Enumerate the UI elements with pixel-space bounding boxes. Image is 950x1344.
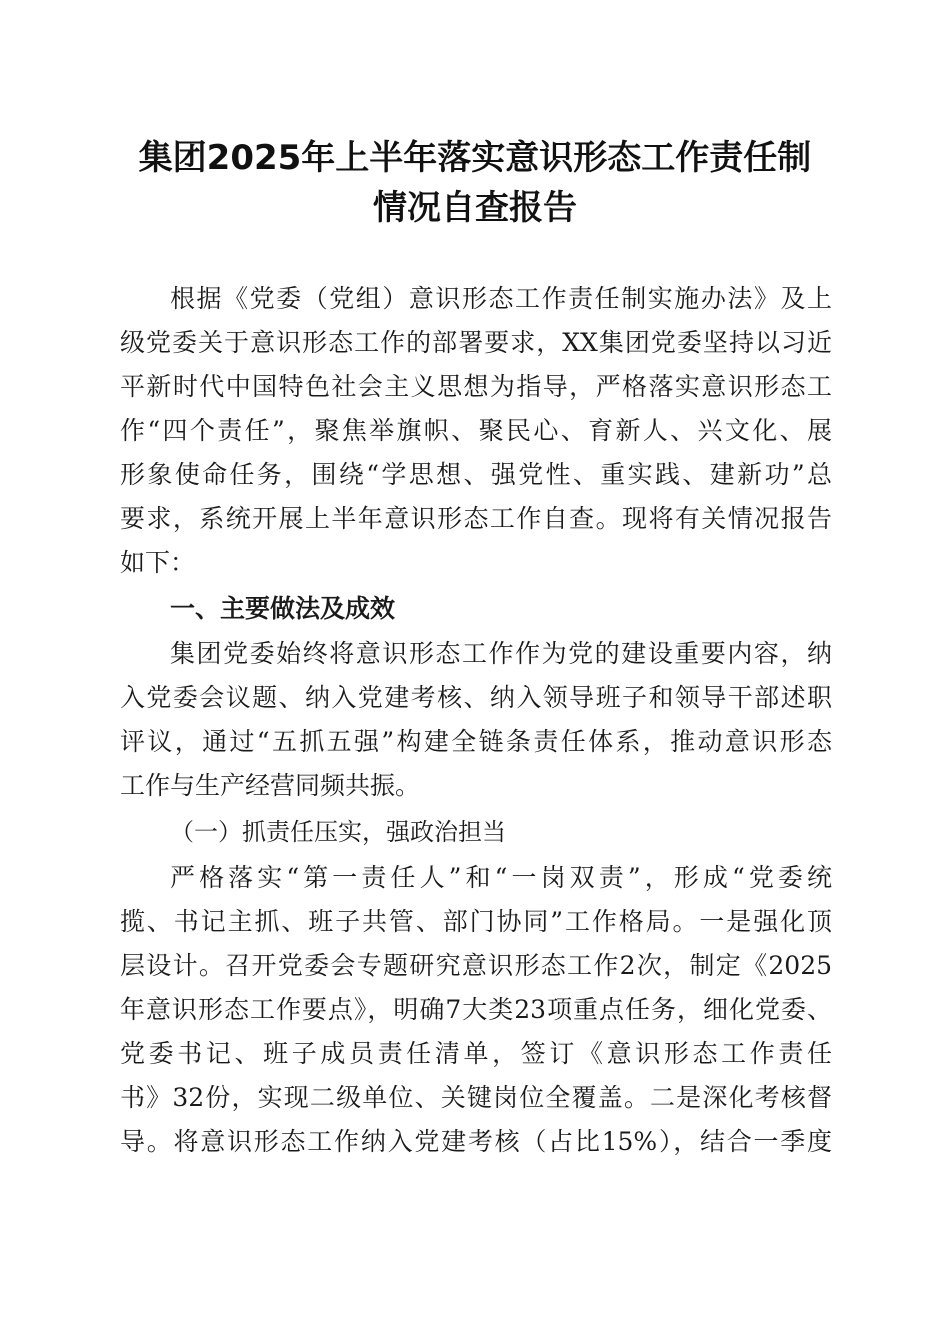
document-title-line-1: 集团2025年上半年落实意识形态工作责任制 xyxy=(138,138,812,178)
intro-line: 要求，系统开展上半年意识形态工作自查。现将有关情况报告 xyxy=(120,504,832,533)
intro-line: 作“四个责任”，聚焦举旗帜、聚民心、育新人、兴文化、展 xyxy=(120,416,832,445)
section-heading: 一、主要做法及成效 xyxy=(170,594,396,623)
subsection-paragraph-line: 层设计。召开党委会专题研究意识形态工作2次，制定《2025 xyxy=(120,951,832,980)
intro-line: 形象使命任务，围绕“学思想、强党性、重实践、建新功”总 xyxy=(120,460,832,489)
subsection-paragraph-line: 揽、书记主抓、班子共管、部门协同”工作格局。一是强化顶 xyxy=(120,907,832,936)
intro-line: 如下： xyxy=(120,548,196,577)
subsection-paragraph-line: 导。将意识形态工作纳入党建考核（占比15%），结合一季度 xyxy=(120,1127,832,1156)
intro-line: 根据《党委（党组）意识形态工作责任制实施办法》及上 xyxy=(170,284,832,313)
document-title-line-2: 情况自查报告 xyxy=(373,188,577,228)
subsection-paragraph-line: 严格落实“第一责任人”和“一岗双责”，形成“党委统 xyxy=(170,863,832,892)
section-paragraph-line: 评议，通过“五抓五强”构建全链条责任体系，推动意识形态 xyxy=(120,727,832,756)
subsection-paragraph-line: 年意识形态工作要点》，明确7大类23项重点任务，细化党委、 xyxy=(120,995,832,1024)
subsection-paragraph-line: 党委书记、班子成员责任清单，签订《意识形态工作责任 xyxy=(120,1039,832,1068)
subsection-paragraph-line: 书》32份，实现二级单位、关键岗位全覆盖。二是深化考核督 xyxy=(120,1083,832,1112)
intro-line: 平新时代中国特色社会主义思想为指导，严格落实意识形态工 xyxy=(120,372,832,401)
intro-line: 级党委关于意识形态工作的部署要求，XX集团党委坚持以习近 xyxy=(120,328,832,357)
section-paragraph-line: 入党委会议题、纳入党建考核、纳入领导班子和领导干部述职 xyxy=(120,683,832,712)
section-paragraph-line: 集团党委始终将意识形态工作作为党的建设重要内容，纳 xyxy=(170,639,832,668)
section-paragraph-line: 工作与生产经营同频共振。 xyxy=(120,771,421,800)
subsection-heading: （一）抓责任压实，强政治担当 xyxy=(170,818,506,846)
